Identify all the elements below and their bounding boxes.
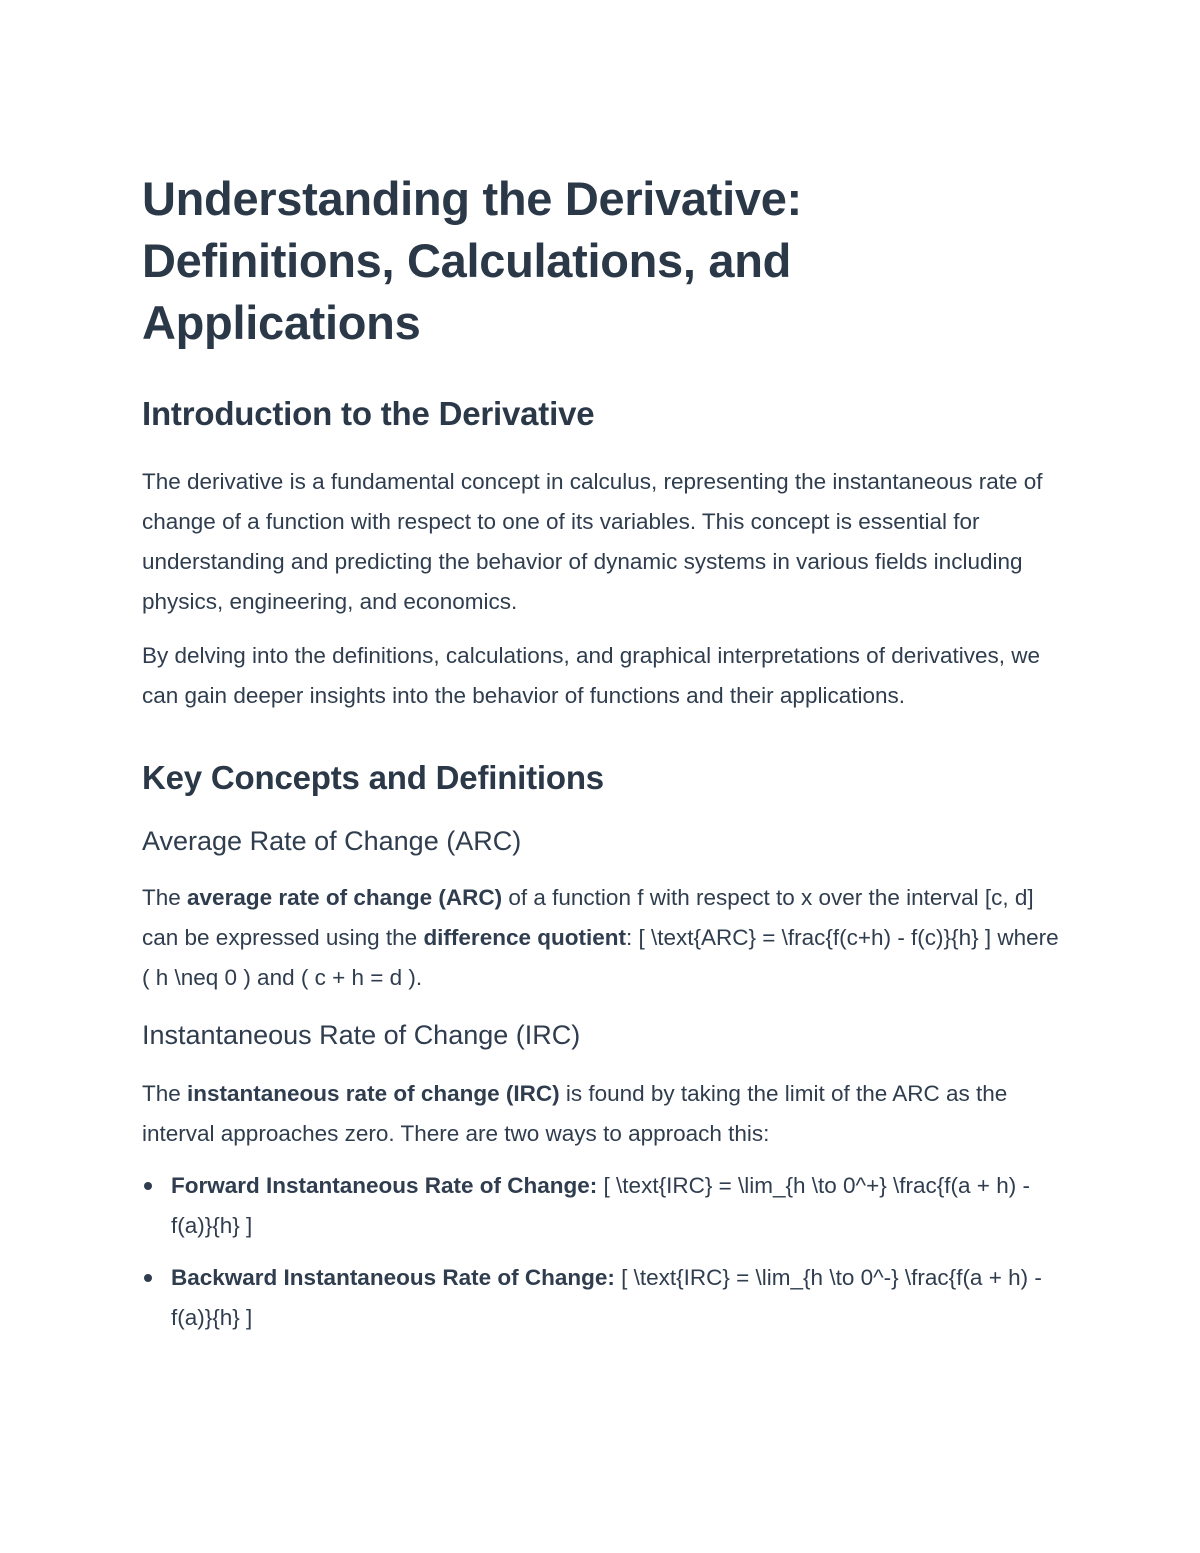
irc-heading: Instantaneous Rate of Change (IRC) — [142, 1020, 581, 1050]
document-title: Understanding the Derivative: Definitions, Calculations, and Applications — [142, 172, 802, 349]
backward-irc-formula: [ \text{IRC} = \lim_{h \to 0^-} \frac{f(a + h) - f(a)}{h} ] — [171, 1265, 1042, 1330]
intro-paragraph-2: By delving into the definitions, calculations, and graphical interpretations of derivatives, we can gain deeper insights into the behavior of functions and their applications. — [142, 643, 1041, 708]
arc-formula-text: : [ \text{ARC} = \frac{f(c+h) - f(c)}{h} ] where ( h \neq 0 ) and ( c + h = d ). — [142, 925, 1059, 990]
arc-heading: Average Rate of Change (ARC) — [142, 826, 522, 856]
list-item-backward-irc — [142, 1258, 1062, 1338]
irc-bullet-list — [142, 1166, 1062, 1338]
irc-text-1: The — [142, 1081, 188, 1106]
backward-irc-label: Backward Instantaneous Rate of Change: — [171, 1265, 615, 1290]
list-item-forward-irc — [142, 1166, 1062, 1246]
irc-term: instantaneous rate of change (IRC) — [187, 1081, 560, 1106]
bullet-icon — [144, 1274, 152, 1282]
difference-quotient-term: difference quotient — [423, 925, 626, 950]
forward-irc-formula: [ \text{IRC} = \lim_{h \to 0^+} \frac{f(a + h) - f(a)}{h} ] — [171, 1173, 1030, 1238]
arc-text-1: The — [142, 885, 188, 910]
irc-text-2: is found by taking the limit of the ARC as the interval approaches zero. There are two ways to approach this: — [142, 1081, 1008, 1146]
key-concepts-heading: Key Concepts and Definitions — [142, 759, 604, 796]
bullet-icon — [144, 1182, 152, 1190]
arc-paragraph — [142, 878, 1062, 998]
arc-term: average rate of change (ARC) — [187, 885, 503, 910]
document-page — [142, 168, 1062, 1350]
intro-heading: Introduction to the Derivative — [142, 395, 595, 432]
intro-paragraph-1: The derivative is a fundamental concept in calculus, representing the instantaneous rate of change of a function with respect to one of its variables. This concept is essential for understanding and predicting the behavior of dynamic systems in various fields including physics, engineering, and economics. — [142, 469, 1043, 614]
arc-text-2: of a function f with respect to x over the interval [c, d] can be expressed using the — [142, 885, 1034, 950]
forward-irc-label: Forward Instantaneous Rate of Change: — [171, 1173, 598, 1198]
irc-paragraph — [142, 1074, 1062, 1154]
